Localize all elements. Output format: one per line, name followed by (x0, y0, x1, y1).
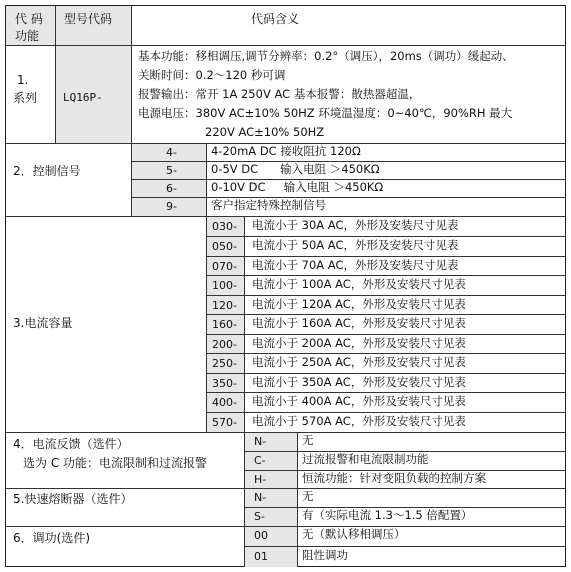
row3-code: 120- (212, 299, 237, 312)
row2-code: 9- (166, 200, 177, 213)
row4-desc: 恒流功能：针对变阻负载的控制方案 (302, 471, 486, 485)
col-divider (131, 6, 132, 216)
row1-category-line1: 1. (17, 73, 29, 87)
row2-desc: 0-10V DC 输入电阻 ＞450KΩ (211, 180, 384, 194)
row6-code: 00 (254, 529, 268, 542)
row3-desc: 电流小于 120A AC，外形及安装尺寸见表 (252, 297, 466, 311)
row1-category-line2: 系列 (13, 91, 38, 105)
col-divider (244, 216, 245, 567)
row3-subline (206, 275, 565, 276)
row4-desc: 无 (302, 433, 314, 447)
row2-code: 5- (166, 164, 177, 177)
row3-subline (206, 353, 565, 354)
row2-desc: 4-20mA DC 接收阻抗 120Ω (211, 144, 361, 158)
row3-code: 030- (212, 220, 237, 233)
row3-divider (6, 432, 565, 433)
col-divider (297, 432, 298, 567)
row3-subline (206, 392, 565, 393)
row1-line: 报警输出：常开 1A 250V AC 基本报警：散热器超温， (138, 87, 421, 101)
row5-category: 5.快速熔断器（选件） (13, 492, 133, 506)
row3-desc: 电流小于 70A AC，外形及安装尺寸见表 (252, 258, 459, 272)
row3-code: 050- (212, 240, 237, 253)
row2-subline (131, 197, 565, 198)
header-divider (6, 45, 565, 46)
row5-divider (6, 526, 565, 527)
row4-code: N- (254, 435, 267, 448)
row3-code: 250- (212, 357, 237, 370)
row3-subline (206, 373, 565, 374)
col-divider (55, 6, 56, 45)
row3-subline (206, 295, 565, 296)
row5-desc: 有（实际电流 1.3～1.5 倍配置） (302, 508, 473, 522)
row3-subline (206, 236, 565, 237)
row4-desc: 过流报警和电流限制功能 (302, 452, 429, 466)
header-col1-line1: 代 码 (15, 12, 43, 26)
row3-subline (206, 412, 565, 413)
row3-desc: 电流小于 50A AC，外形及安装尺寸见表 (252, 238, 459, 252)
row1-line: 220V AC±10% 50HZ (205, 125, 325, 139)
row3-desc: 电流小于 400A AC，外形及安装尺寸见表 (252, 394, 466, 408)
row6-subline (244, 546, 565, 547)
row4-category-line1: 4．电流反馈（选件） (13, 437, 129, 451)
row3-code: 570- (212, 416, 237, 429)
row3-desc: 电流小于 570A AC，外形及安装尺寸见表 (252, 414, 466, 428)
row3-desc: 电流小于 100A AC，外形及安装尺寸见表 (252, 277, 466, 291)
row3-code: 200- (212, 338, 237, 351)
row4-code: H- (254, 473, 267, 486)
row1-line: 关断时间：0.2～120 秒可调 (138, 68, 286, 82)
row6-category: 6．调功(选件) (13, 531, 90, 545)
row2-code: 6- (166, 182, 177, 195)
row3-subline (206, 334, 565, 335)
row6-desc: 无（默认移相调压） (302, 527, 406, 541)
col-divider (206, 143, 207, 432)
row3-subline (206, 314, 565, 315)
header-col1-line2: 功能 (15, 29, 40, 43)
row3-category: 3.电流容量 (13, 316, 73, 330)
code-table (5, 5, 566, 567)
row3-subline (206, 256, 565, 257)
row5-code: N- (254, 491, 267, 504)
row3-desc: 电流小于 160A AC，外形及安装尺寸见表 (252, 316, 466, 330)
row3-code: 100- (212, 279, 237, 292)
row3-code: 400- (212, 396, 237, 409)
col-divider (55, 45, 56, 143)
row1-model-code: LQ16P- (63, 91, 103, 104)
row3-desc: 电流小于 350A AC，外形及安装尺寸见表 (252, 375, 466, 389)
row4-code: C- (254, 454, 266, 467)
row3-code: 070- (212, 260, 237, 273)
row2-category: 2．控制信号 (13, 164, 81, 178)
row4-code-bg (244, 432, 297, 488)
header-col2: 型号代码 (64, 12, 113, 26)
row1-line: 电源电压：380V AC±10% 50HZ 环境温湿度：0~40℃，90%RH 最大 (138, 106, 513, 120)
row5-desc: 无 (302, 489, 314, 503)
row1-line: 基本功能：移相调压,调节分辨率：0.2°（调压），20ms（调功）缓起动、 (138, 49, 514, 63)
row3-desc: 电流小于 200A AC，外形及安装尺寸见表 (252, 336, 466, 350)
header-col3: 代码含义 (251, 12, 300, 26)
row3-desc: 电流小于 30A AC，外形及安装尺寸见表 (252, 218, 459, 232)
row5-code: S- (254, 510, 265, 523)
row4-divider (6, 488, 565, 489)
row3-code: 160- (212, 318, 237, 331)
row2-code: 4- (166, 146, 177, 159)
row6-desc: 阻性调功 (302, 548, 348, 562)
row4-category-line2: 选为 C 功能：电流限制和过流报警 (23, 456, 208, 470)
row3-desc: 电流小于 250A AC，外形及安装尺寸见表 (252, 355, 466, 369)
row3-code: 350- (212, 377, 237, 390)
row2-desc: 0-5V DC 输入电阻 ＞450KΩ (211, 162, 380, 176)
row2-desc: 客户指定特殊控制信号 (211, 198, 326, 212)
row6-code: 01 (254, 550, 268, 563)
row2-divider (6, 216, 565, 217)
